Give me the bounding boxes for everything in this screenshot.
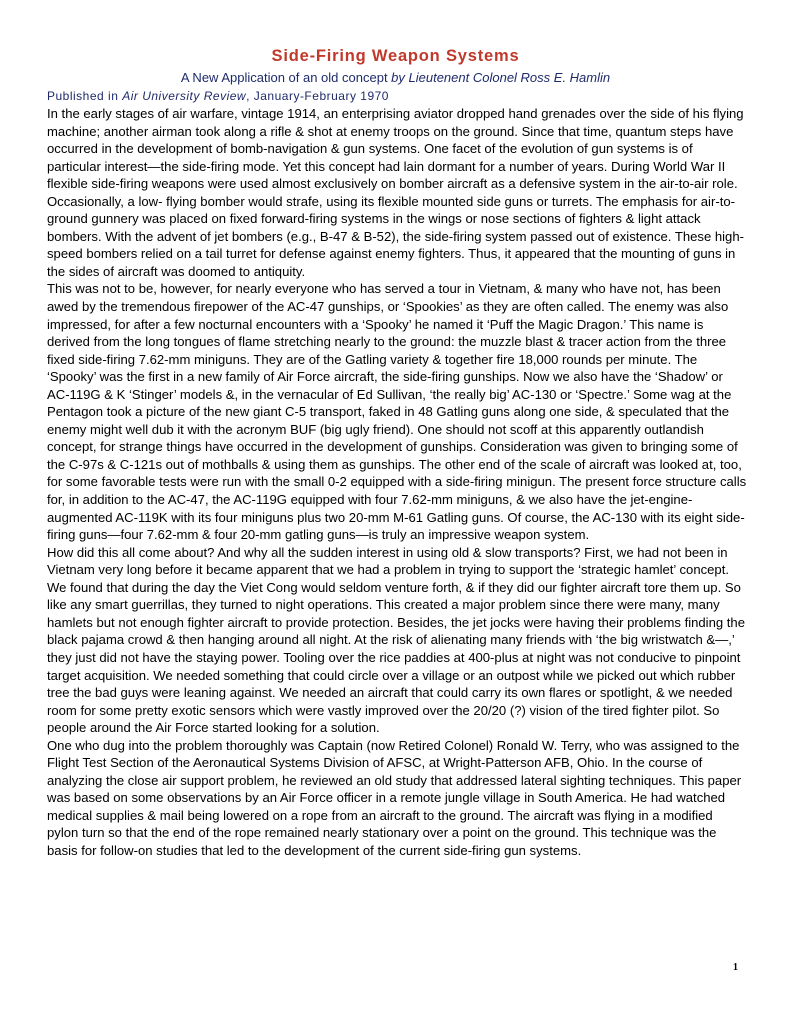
document-title: Side-Firing Weapon Systems: [271, 47, 520, 65]
publication-line: [47, 89, 389, 103]
page-number: 1: [733, 962, 738, 973]
published-date: , January-February 1970: [246, 89, 389, 103]
journal-name: Air University Review: [122, 89, 247, 103]
paragraph: How did this all come about? And why all the sudden interest in using old & slow transports? First, we had not been in Vietnam very long before it became apparent that we had a problem in trying to support the ‘strategic hamlet’ concept. We found that during the day the Viet Cong would seldom venture forth, & if they did our fighter aircraft tore them up. So like any smart guerrillas, they turned to night operations. This created a major problem since there were many, many hamlets but not enough fighter aircraft to provide protection. Besides, the jet jocks were having their problems finding the black pajama crowd & then hanging around all night. At the risk of alienating many friends with ‘the big wristwatch &—,’ they just did not have the staying power. Tooling over the rice paddies at 400-plus at night was not conducive to pinpoint target acquisition. We needed something that could circle over a village or an outpost while we picked out which rubber tree the bad guys were leaning against. We needed an aircraft that could carry its own flares or spotlight, & we needed room for some pretty exotic sensors which were vastly improved over the 20/20 (?) vision of the tired fighter pilot. So people around the Air Force started looking for a solution.: [47, 544, 745, 736]
document-subtitle: [0, 70, 791, 85]
paragraph: One who dug into the problem thoroughly was Captain (now Retired Colonel) Ronald W. Terry, who was assigned to the Flight Test Section of the Aeronautical Systems Division of AFSC, at Wright-Patterson AFB, Ohio. In the course of analyzing the close air support problem, he reviewed an old study that addressed lateral sighting techniques. This paper was based on some observations by an Air Force officer in a remote jungle village in South America. He had watched medical supplies & mail being lowered on a rope from an aircraft to the ground. The aircraft was flying in a modified pylon turn so that the end of the rope remained nearly stationary over a point on the ground. This technique was the basis for follow-on studies that led to the development of the current side-firing gun systems.: [47, 737, 742, 858]
paragraph: This was not to be, however, for nearly everyone who has served a tour in Vietnam, & many who have not, has been awed by the tremendous firepower of the AC-47 gunships, or ‘Spookies’ as they are often called. The enemy was also impressed, for after a few nocturnal encounters with a ‘Spooky’ he named it ‘Puff the Magic Dragon.’ This name is derived from the long tongues of flame stretching nearly to the ground: the muzzle blast & tracer action from the three fixed side-firing 7.62-mm miniguns. They are of the Gatling variety & together fire 18,000 rounds per minute. The ‘Spooky’ was the first in a new family of Air Force aircraft, the side-firing gunships. Now we also have the ‘Shadow’ or AC-119G & K ‘Stinger’ models &, in the vernacular of Ed Sullivan, ‘the really big’ AC-130 or ‘Spectre.’ Some wag at the Pentagon took a picture of the new giant C-5 transport, faked in 48 Gatling guns along one side, & speculated that the enemy might well dub it with the acronym BUF (big ugly friend). One should not scoff at this apparently outlandish concept, for strange things have occurred in the development of gunships. Consideration was given to bringing some of the C-97s & C-121s out of mothballs & using them as gunships. The other end of the scale of aircraft was looked at, too, for some favorable tests were run with the small 0-2 equipped with a side-firing minigun. The present force structure calls for, in addition to the AC-47, the AC-119G equipped with four 7.62-mm miniguns, & we also have the jet-engine-augmented AC-119K with its four miniguns plus two 20-mm M-61 Gatling guns. Of course, the AC-130 with its eight side-firing guns—four 7.62-mm & four 20-mm gatling guns—is truly an impressive weapon system.: [47, 281, 747, 543]
subtitle-text: A New Application of an old concept: [180, 70, 392, 85]
article-body: [47, 105, 747, 860]
paragraph: In the early stages of air warfare, vintage 1914, an enterprising aviator dropped hand grenades over the side of his flying machine; another airman took along a rifle & shot at enemy troops on the ground. Since that time, quantum steps have occurred in the development of bomb-navigation & gun systems. One facet of the evolution of gun systems is of particular interest—the side-firing mode. Yet this concept had lain dormant for a number of years. During World War II flexible side-firing weapons were used almost exclusively on bomber aircraft as a defensive system in the air-to-air role. Occasionally, a low- flying bomber would strafe, using its flexible mounted side guns or turrets. The emphasis for air-to-ground gunnery was placed on fixed forward-firing systems in the wings or nose sections of fighters & light attack bombers. With the advent of jet bombers (e.g., B-47 & B-52), the side-firing system passed out of existence. These high-speed bombers relied on a tail turret for defense against enemy fighters. Thus, it appeared that the mounting of guns in the sides of aircraft was doomed to antiquity.: [47, 106, 744, 279]
subtitle-author: by Lieutenent Colonel Ross E. Hamlin: [391, 70, 611, 85]
published-prefix: Published in: [47, 89, 123, 103]
